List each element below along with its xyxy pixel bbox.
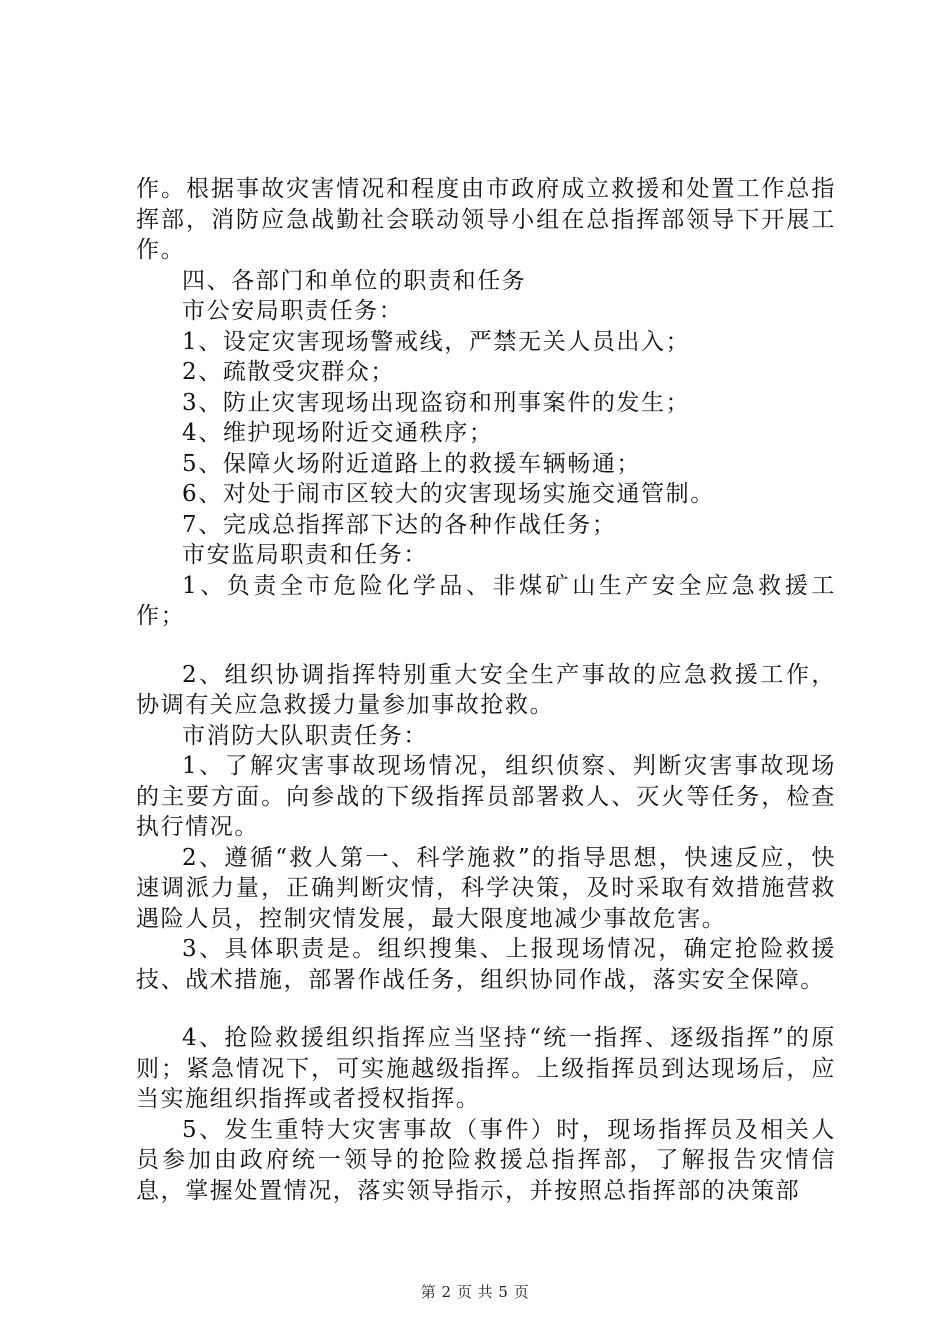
list-item: 5、保障火场附近道路上的救援车辆畅通； bbox=[182, 450, 642, 477]
list-item: 1、负责全市危险化学品、非煤矿山生产安全应急救援工作； bbox=[136, 572, 836, 629]
list-item: 1、了解灾害事故现场情况，组织侦察、判断灾害事故现场的主要方面。向参战的下级指挥员部署救人、灭火等任务，检查执行情况。 bbox=[136, 753, 836, 840]
list-item: 4、维护现场附近交通秩序； bbox=[182, 420, 494, 446]
subheading-safety-supervision: 市安监局职责和任务： bbox=[182, 542, 428, 568]
list-item: 5、发生重特大灾害事故（事件）时，现场指挥员及相关人员参加由政府统一领导的抢险救援总指挥部，了解报告灾情信息，掌握处置情况，落实领导指示，并按照总指挥部的决策部 bbox=[136, 1116, 836, 1204]
list-item: 1、设定灾害现场警戒线，严禁无关人员出入； bbox=[182, 328, 691, 355]
document-body bbox=[136, 174, 836, 1206]
list-item: 4、抢险救援组织指挥应当坚持“统一指挥、逐级指挥”的原则；紧急情况下，可实施越级指挥。上级指挥员到达现场后，应当实施组织指挥或者授权指挥。 bbox=[136, 1025, 836, 1112]
list-item: 2、疏散受灾群众； bbox=[182, 359, 396, 385]
list-item: 3、防止灾害现场出现盗窃和刑事案件的发生； bbox=[182, 389, 691, 416]
page-number-footer: 第 2 页 共 5 页 bbox=[420, 1283, 530, 1301]
list-item: 7、完成总指挥部下达的各种作战任务； bbox=[182, 511, 617, 538]
list-item: 3、具体职责是。组织搜集、上报现场情况，确定抢险救援技、战术措施，部署作战任务，组织协同作战，落实安全保障。 bbox=[136, 936, 836, 993]
list-item: 2、组织协调指挥特别重大安全生产事故的应急救援工作，协调有关应急救援力量参加事故抢救。 bbox=[136, 661, 836, 718]
paragraph-continuation: 作。根据事故灾害情况和程度由市政府成立救援和处置工作总指挥部，消防应急战勤社会联动领导小组在总指挥部领导下开展工作。 bbox=[136, 176, 836, 263]
subheading-fire-brigade: 市消防大队职责任务： bbox=[182, 722, 428, 749]
section-heading-duties: 四、各部门和单位的职责和任务 bbox=[182, 267, 527, 294]
list-item: 6、对处于闹市区较大的灾害现场实施交通管制。 bbox=[182, 481, 715, 507]
subheading-public-security: 市公安局职责任务： bbox=[182, 298, 404, 324]
list-item: 2、遵循“救人第一、科学施救”的指导思想，快速反应，快速调派力量，正确判断灾情，科学决策，及时采取有效措施营救遇险人员，控制灾情发展，最大限度地减少事故危害。 bbox=[136, 844, 836, 932]
